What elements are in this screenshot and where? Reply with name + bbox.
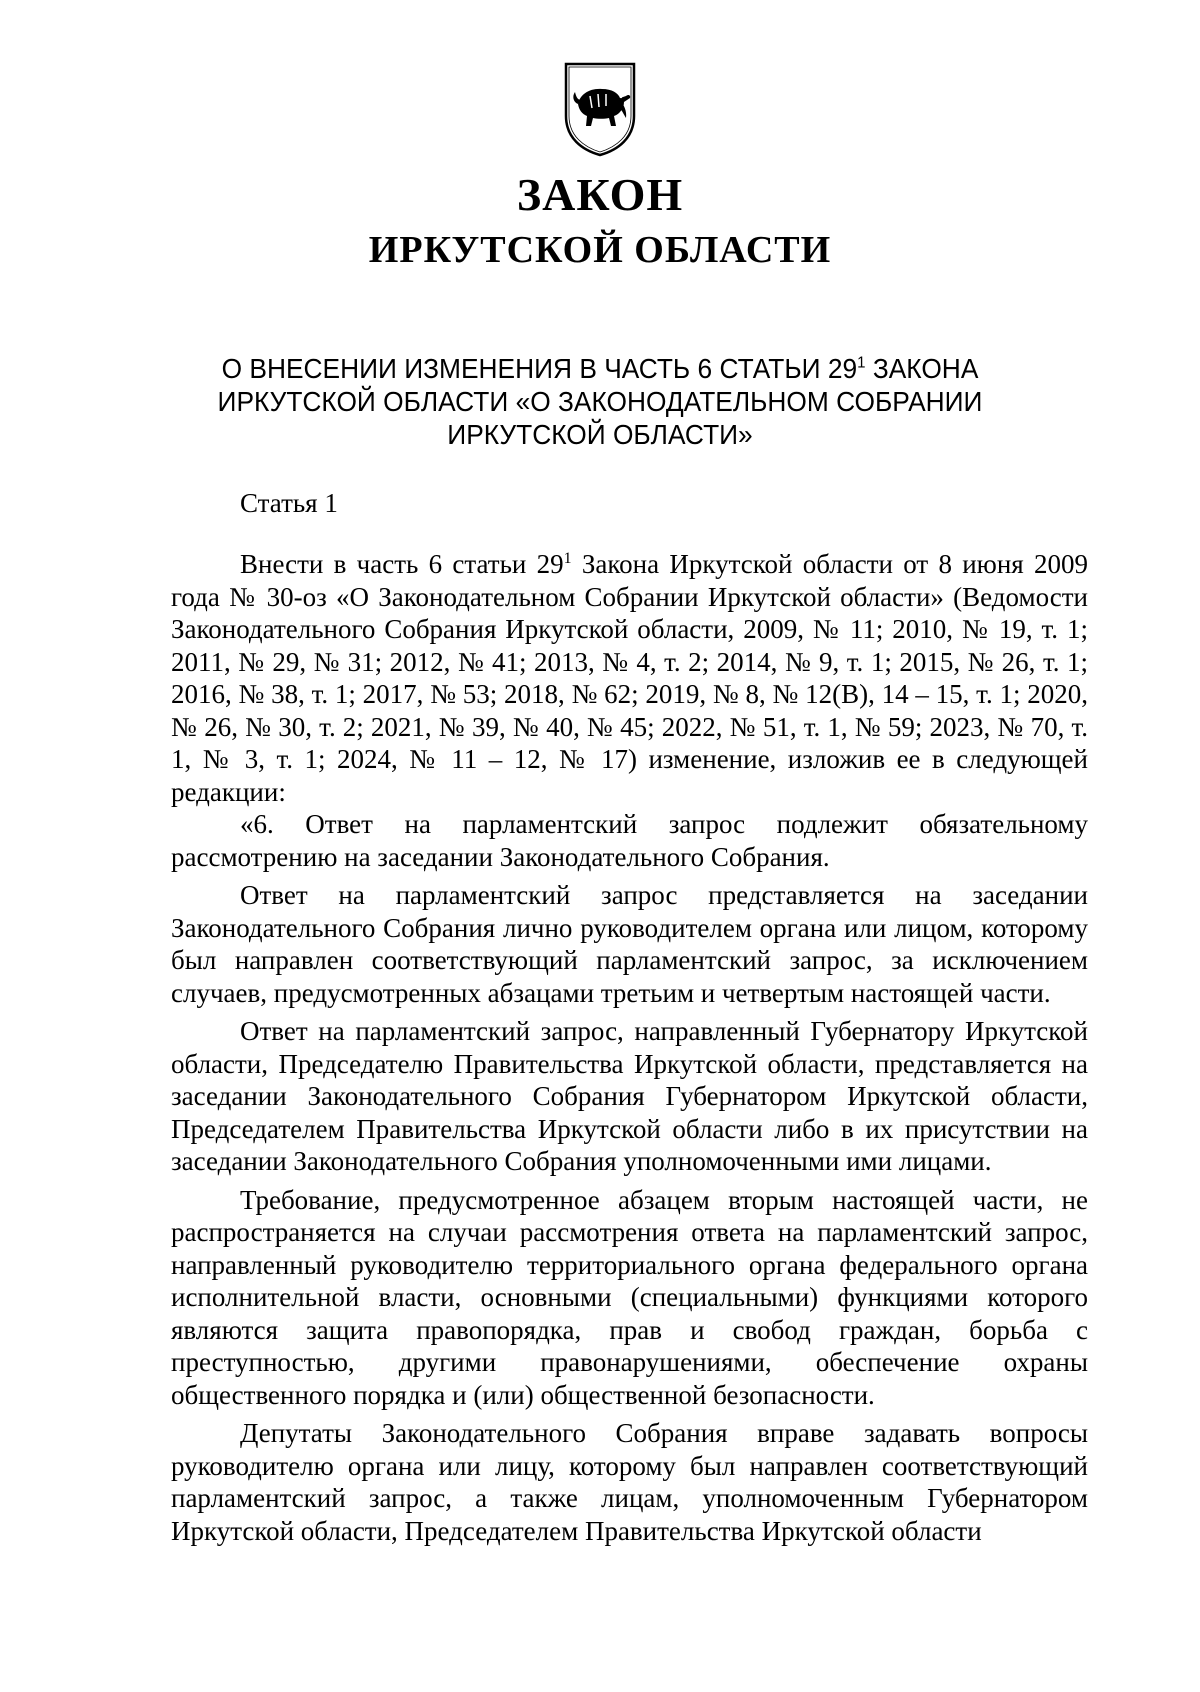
article-heading: Статья 1 [240, 488, 338, 518]
paragraph-part-6: «6. Ответ на парламентский запрос подлежит обязательному рассмотрению на заседании Законодательного Собрания. [171, 809, 1088, 872]
coat-of-arms-icon [560, 58, 640, 158]
paragraph-amendment: Внести в часть 6 статьи $29^1$ Закона Иркутской области от 8 июня 2009 года № 30-оз «О Законодательном Собрании Иркутской области» (Ведомости Законодательного Собрания Иркутской области, 2009, № 11; 2010, № 19, т. 1; 2011, № 29, № 31; 2012, № 41; 2013, № 4, т. 2; 2014, № 9, т. 1; 2015, № 26, т. 1; 2016, № 38, т. 1; 2017, № 53; 2018, № 62; 2019, № 8, № 12(В), 14 – 15, т. 1; 2020, № 26, № 30, т. 2; 2021, № 39, № 40, № 45; 2022, № 51, т. 1, № 59; 2023, № 70, т. 1, № 3, т. 1; 2024, № 11 – 12, № 17) изменение, изложив ее в следующей редакции: [171, 549, 1089, 807]
paragraph-requirement: Требование, предусмотренное абзацем вторым настоящей части, не распространяется на случаи рассмотрения ответа на парламентский запрос, направленный руководителю территориального органа федерального органа исполнительной власти, основными (специальными) функциями которого являются защита правопорядка, прав и свобод граждан, борьба с преступностью, другими правонарушениями, обеспечение охраны общественного порядка и (или) общественной безопасности. [171, 1184, 1088, 1410]
article-body [171, 548, 1088, 1547]
paragraph-answer-presented: Ответ на парламентский запрос представляется на заседании Законодательного Собрания лично руководителем органа или лицом, которому был направлен соответствующий парламентский запрос, за исключением случаев, предусмотренных абзацами третьим и четвертым настоящей части. [171, 880, 1088, 1008]
law-subject [196, 352, 1004, 451]
law-region-title: ИРКУТСКОЙ ОБЛАСТИ [368, 229, 832, 271]
subject-line-3: ИРКУТСКОЙ ОБЛАСТИ» [447, 419, 753, 450]
subject-line-1: О ВНЕСЕНИИ ИЗМЕНЕНИЯ В ЧАСТЬ 6 СТАТЬИ $29^1$ ЗАКОНА [221, 353, 979, 384]
law-title: ЗАКОН [516, 169, 684, 220]
paragraph-governor: Ответ на парламентский запрос, направленный Губернатору Иркутской области, Председателю Правительства Иркутской области, представляется на заседании Законодательного Собрания Губернатором Иркутской области, Председателем Правительства Иркутской области либо в их присутствии на заседании Законодательного Собрания уполномоченными ими лицами. [171, 1016, 1088, 1176]
paragraph-deputies: Депутаты Законодательного Собрания вправе задавать вопросы руководителю органа или лицу, которому был направлен соответствующий парламентский запрос, а также лицам, уполномоченным Губернатором Иркутской области, Председателем Правительства Иркутской области [171, 1418, 1088, 1546]
subject-line-2: ИРКУТСКОЙ ОБЛАСТИ «О ЗАКОНОДАТЕЛЬНОМ СОБРАНИИ [217, 386, 983, 417]
